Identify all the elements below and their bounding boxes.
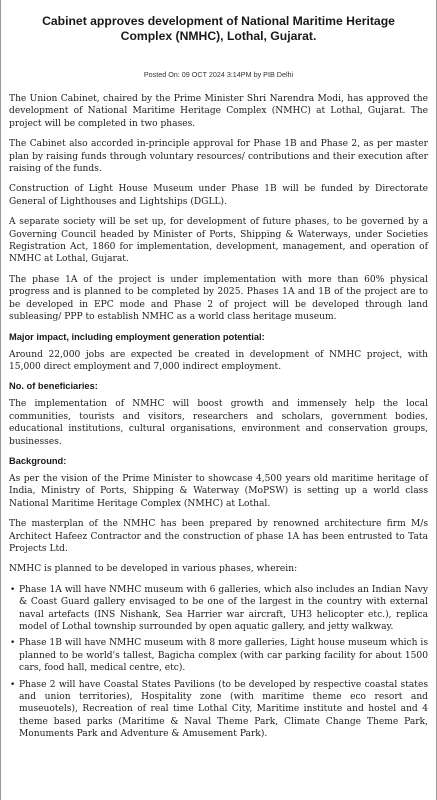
background-heading: Background: — [9, 455, 67, 466]
phase-list — [9, 584, 428, 741]
paragraph: Construction of Light House Museum under Phase 1B will be funded by Directorate General of Lighthouses and Lightships (DGLL). — [9, 184, 428, 207]
list-item: • Phase 1A will have NMHC museum with 6 galleries, which also includes an Indian Navy & Coast Guard gallery envisaged to be one of the largest in the country with external naval artefacts (INS Nishank, Sea Harrier war aircraft, UH3 helicopter etc.), replica model of Lothal township surrounded by open aquatic gallery, and jetty walkway. — [19, 584, 428, 634]
beneficiaries-text: The implementation of NMHC will boost growth and immensely help the local communities, tourists and visitors, researchers and scholars, government bodies, educational institutions, cultural organisations, environment and conservation groups, businesses. — [9, 399, 428, 447]
list-item: • Phase 1B will have NMHC museum with 8 more galleries, Light house museum which is planned to be world's tallest, Bagicha complex (with car parking facility for about 1500 cars, food hall, medical centre, etc). — [19, 637, 428, 674]
paragraph: The Union Cabinet, chaired by the Prime Minister Shri Narendra Modi, has approved the development of National Maritime Heritage Complex (NMHC) at Lothal, Gujarat. The project will be completed in two phases. — [9, 94, 428, 129]
list-item: • Phase 2 will have Coastal States Pavilions (to be developed by respective coastal states and union territories), Hospitality zone (with maritime theme eco resort and museuotels), Recreation of real time Lothal City, Maritime institute and hostel and 4 theme based parks (Maritime & Naval Theme Park, Climate Change Theme Park, Monuments Park and Adventure & Amusement Park). — [19, 679, 428, 741]
paragraph: The phase 1A of the project is under implementation with more than 60% physical progress and is planned to be completed by 2025. Phases 1A and 1B of the project are to be developed in EPC mode and Phase 2 of project will be developed through land subleasing/ PPP to establish NMHC as a world class heritage museum. — [9, 274, 428, 323]
page-title: Cabinet approves development of National Maritime Heritage Complex (NMHC), Lothal, Gujarat. — [42, 14, 395, 43]
paragraph: The Cabinet also accorded in-principle approval for Phase 1B and Phase 2, as per master plan by raising funds through voluntary resources/ contributions and their execution after raising of the funds. — [9, 139, 428, 175]
impact-heading: Major impact, including employment generation potential: — [9, 331, 265, 342]
background-paragraph: NMHC is planned to be developed in various phases, wherein: — [9, 564, 298, 575]
background-paragraph: The masterplan of the NMHC has been prepared by renowned architecture firm M/s Architect Hafeez Contractor and the construction of phase 1A has been entrusted to Tata Projects Ltd. — [9, 519, 428, 554]
posted-date: Posted On: 09 OCT 2024 3:14PM by PIB Delhi — [143, 70, 294, 79]
beneficiaries-heading: No. of beneficiaries: — [9, 381, 98, 392]
background-paragraph: As per the vision of the Prime Minister to showcase 4,500 years old maritime heritage of India, Ministry of Ports, Shipping & Waterway (MoPSW) is setting up a world class National Maritime Heritage Complex (NMHC) at Lothal. — [9, 473, 428, 509]
impact-text: Around 22,000 jobs are expected be created in development of NMHC project, with 15,000 direct employment and 7,000 indirect employment. — [9, 349, 428, 372]
paragraph: A separate society will be set up, for development of future phases, to be governed by a Governing Council headed by Minister of Ports, Shipping & Waterways, under Societies Registration Act, 1860 for implementation, development, management, and operation of NMHC at Lothal, Gujarat. — [9, 217, 428, 265]
